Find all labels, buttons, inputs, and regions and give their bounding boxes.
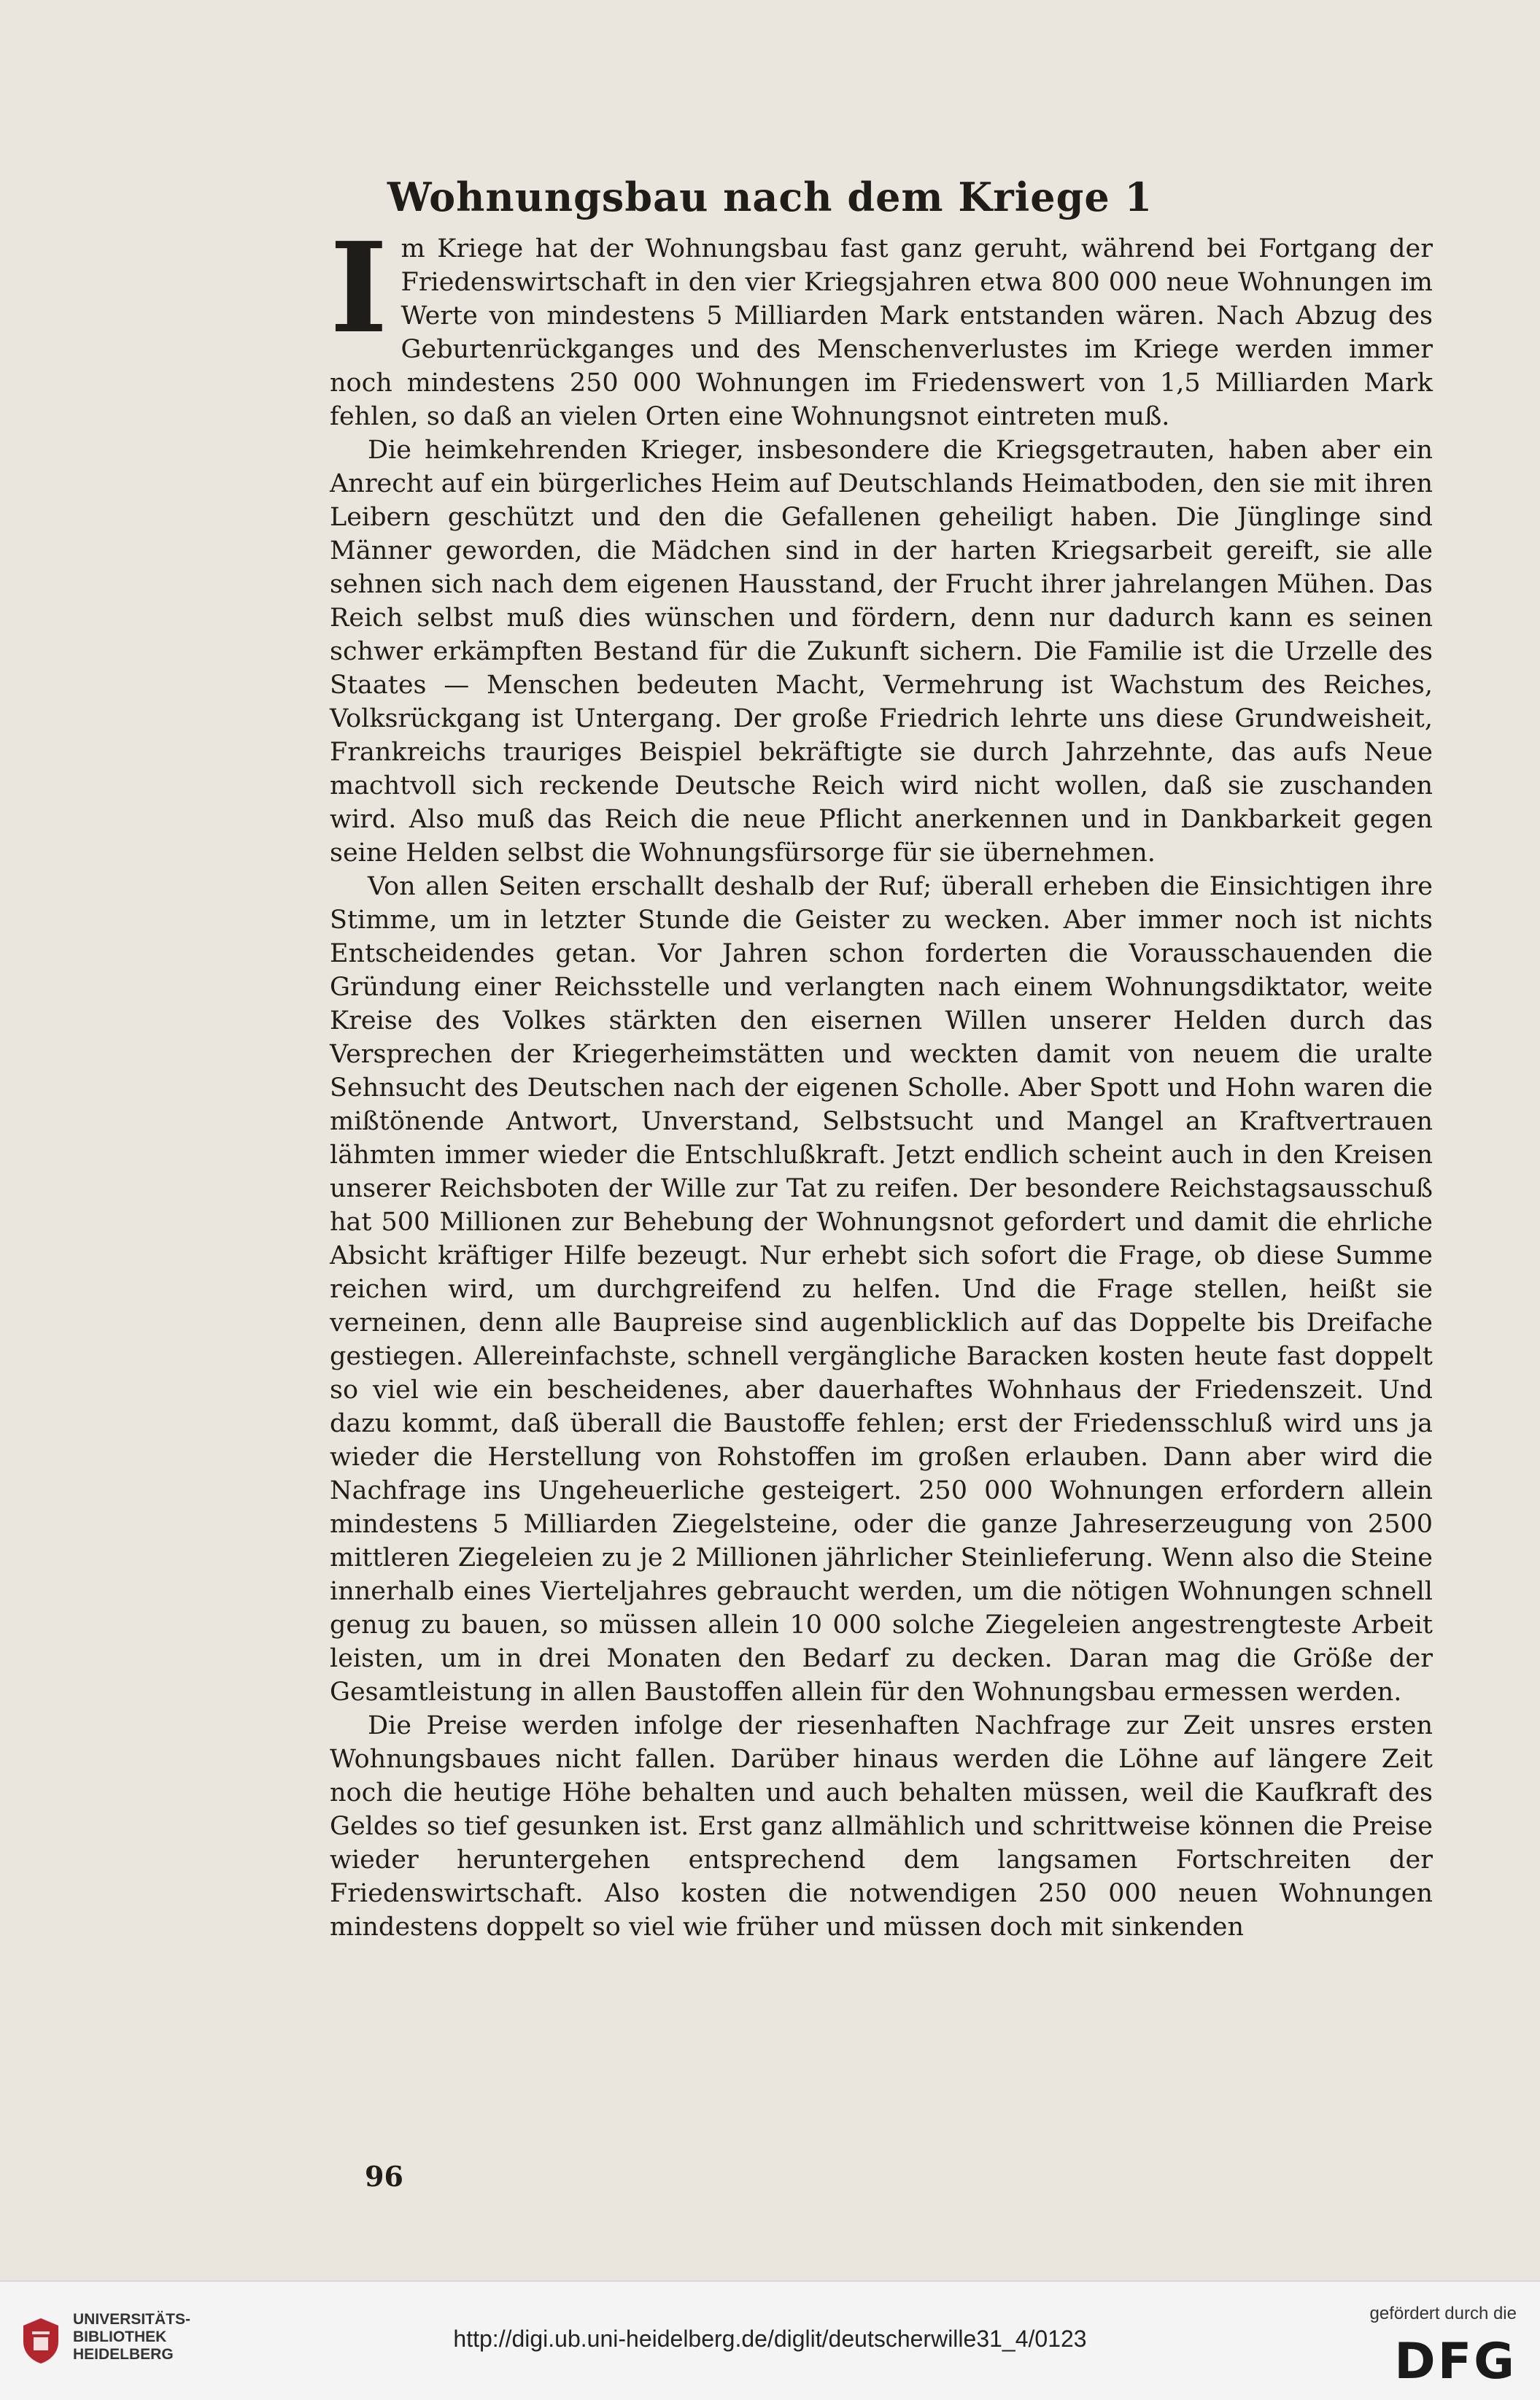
document-url[interactable]: http://digi.ub.uni-heidelberg.de/diglit/deutscherwille31_4/0123 — [453, 2326, 1087, 2352]
library-name[interactable]: UNIVERSITÄTS- BIBLIOTHEK HEIDELBERG — [73, 2311, 191, 2363]
paragraph-2: Die heimkehrenden Krieger, insbesondere die Kriegsgetrauten, haben aber ein Anrecht auf ein bürgerliches Heim auf Deutschlands Heimatboden, den sie mit ihren Leibern geschützt und den die Gefallenen geheiligt haben. Die Jünglinge sind Männer geworden, die Mädchen sind in der harten Kriegsarbeit gereift, sie alle sehnen sich nach dem eigenen Hausstand, der Frucht ihrer jahrelangen Mühen. Das Reich selbst muß dies wünschen und fördern, denn nur dadurch kann es seinen schwer erkämpften Bestand für die Zukunft sichern. Die Familie ist die Urzelle des Staates — Menschen bedeuten Macht, Vermehrung ist Wachstum des Reiches, Volksrückgang ist Untergang. Der große Friedrich lehrte uns diese Grundweisheit, Frankreichs trauriges Beispiel bekräftigte sie durch Jahrzehnte, das aufs Neue machtvoll sich reckende Deutsche Reich wird nicht wollen, daß sie zuschanden wird. Also muß das Reich die neue Pflicht anerkennen und in Dankbarkeit gegen seine Helden selbst die Wohnungsfürsorge für sie übernehmen. — [330, 436, 1433, 868]
funded-by-label: gefördert durch die — [1369, 2304, 1517, 2323]
page-number: 96 — [365, 2160, 403, 2193]
article-body — [330, 215, 1433, 1944]
dfg-logo[interactable]: DFG — [1394, 2333, 1517, 2391]
drop-capital: I — [330, 215, 388, 361]
article-title: Wohnungsbau nach dem Kriege 1 — [387, 174, 1153, 220]
paragraph-text: m Kriege hat der Wohnungsbau fast ganz geruht, während bei Fortgang der Friedenswirtschaft in den vier Kriegsjahren etwa 800 000 neue Wohnungen im Werte von mindestens 5 Milliarden Mark entstanden wären. Nach Abzug des Geburtenrückganges und des Menschenverlustes im Kriege werden immer noch mindestens 250 000 Wohnungen im Friedenswert von 1,5 Milliarden Mark fehlen, so daß an vielen Orten eine Wohnungsnot eintreten muß. — [330, 234, 1433, 431]
paragraph-1 — [330, 215, 1433, 433]
paragraph-3: Von allen Seiten erschallt deshalb der Ruf; überall erheben die Einsichtigen ihre Stimme, um in letzter Stunde die Geister zu wecken. Aber immer noch ist nichts Entscheidendes getan. Vor Jahren schon forderten die Vorausschauenden die Gründung einer Reichsstelle und verlangten nach einem Wohnungsdiktator, weite Kreise des Volkes stärkten den eisernen Willen unserer Helden durch das Versprechen der Kriegerheimstätten und weckten damit von neuem die uralte Sehnsucht des Deutschen nach der eigenen Scholle. Aber Spott und Hohn waren die mißtönende Antwort, Unverstand, Selbstsucht und Mangel an Kraftvertrauen lähmten immer wieder die Entschlußkraft. Jetzt endlich scheint auch in den Kreisen unserer Reichsboten der Wille zur Tat zu reifen. Der besondere Reichstagsausschuß hat 500 Millionen zur Behebung der Wohnungsnot gefordert und damit die ehrliche Absicht kräftiger Hilfe bezeugt. Nur erhebt sich sofort die Frage, ob diese Summe reichen wird, um durchgreifend zu helfen. Und die Frage stellen, heißt sie verneinen, denn alle Baupreise sind augenblicklich auf das Doppelte bis Dreifache gestiegen. Allereinfachste, schnell vergängliche Baracken kosten heute fast doppelt so viel wie ein bescheidenes, aber dauerhaftes Wohnhaus der Friedenszeit. Und dazu kommt, daß überall die Baustoffe fehlen; erst der Friedensschluß wird uns ja wieder die Herstellung von Rohstoffen im großen erlauben. Dann aber wird die Nachfrage ins Ungeheuerliche gesteigert. 250 000 Wohnungen erfordern allein mindestens 5 Milliarden Ziegelsteine, oder die ganze Jahreserzeugung von 2500 mittleren Ziegeleien zu je 2 Millionen jährlicher Steinlieferung. Wenn also die Steine innerhalb eines Vierteljahres gebraucht werden, um die nötigen Wohnungen schnell genug zu bauen, so müssen allein 10 000 solche Ziegeleien angestrengteste Arbeit leisten, um in drei Monaten den Bedarf zu decken. Daran mag die Größe der Gesamtleistung in allen Baustoffen allein für den Wohnungsbau ermessen werden. — [330, 872, 1433, 1707]
paragraph-4: Die Preise werden infolge der riesenhaften Nachfrage zur Zeit unsres ersten Wohnungsbaues nicht fallen. Darüber hinaus werden die Löhne auf längere Zeit noch die heutige Höhe behalten und auch behalten müssen, weil die Kaufkraft des Geldes so tief gesunken ist. Erst ganz allmählich und schrittweise können die Preise wieder heruntergehen entsprechend dem langsamen Fortschreiten der Friedenswirtschaft. Also kosten die notwendigen 250 000 neuen Wohnungen mindestens doppelt so viel wie früher und müssen doch mit sinkenden — [330, 1711, 1433, 1942]
viewer-footer — [0, 2280, 1540, 2400]
